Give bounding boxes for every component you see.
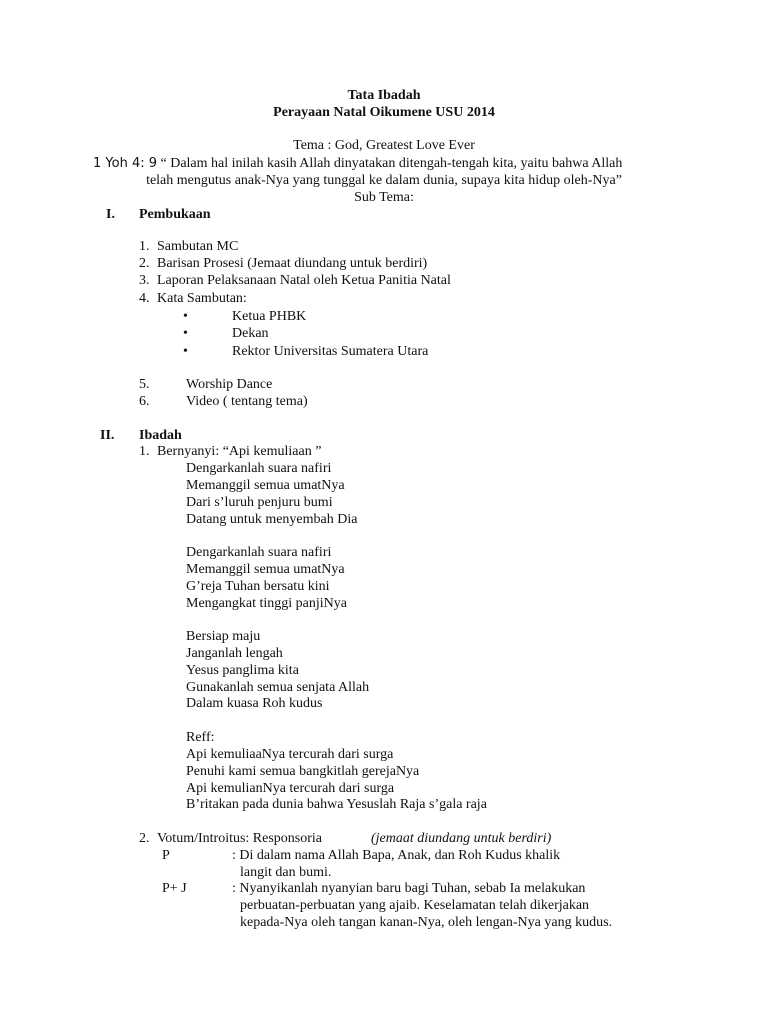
verse-line-1 [93,155,622,172]
lyric-line: Memanggil semua umatNya [186,478,345,493]
lyric-line: Dalam kuasa Roh kudus [186,696,323,711]
lyric-line: Api kemuliaaNya tercurah dari surga [186,747,394,762]
lyric-line: B’ritakan pada dunia bahwa Yesuslah Raja s’gala raja [186,797,487,812]
document-subtitle: Perayaan Natal Oikumene USU 2014 [273,105,495,120]
response-line: langit dan bumi. [240,865,332,880]
lyric-line: Bersiap maju [186,629,261,644]
lyric-line: G’reja Tuhan bersatu kini [186,579,330,594]
reff-label: Reff: [186,730,215,745]
verse-text-1: “ Dalam hal inilah kasih Allah dinyatakan ditengah-tengah kita, yaitu bahwa Allah [160,156,623,171]
bullet-icon: • [183,326,188,341]
list-item: Laporan Pelaksanaan Natal oleh Ketua Panitia Natal [157,273,451,288]
bullet-item: Dekan [232,326,269,341]
song-title: Bernyanyi: “Api kemuliaan ” [157,444,322,459]
list-item: Sambutan MC [157,239,239,254]
list-item-number: 1. [139,239,150,254]
section-2-heading: Ibadah [139,428,182,443]
document-title: Tata Ibadah [347,88,421,103]
verse-line-2: telah mengutus anak-Nya yang tunggal ke dalam dunia, supaya kita hidup oleh-Nya” [146,173,622,188]
lyric-line: Yesus panglima kita [186,663,299,678]
votum-note: (jemaat diundang untuk berdiri) [371,831,552,846]
list-item: Kata Sambutan: [157,291,247,306]
response-line: kepada-Nya oleh tangan kanan-Nya, oleh lengan-Nya yang kudus. [240,915,613,930]
bullet-item: Rektor Universitas Sumatera Utara [232,344,429,359]
speaker-label: P [162,848,170,863]
theme-line: Tema : God, Greatest Love Ever [293,138,475,153]
section-1-numeral: I. [106,207,115,222]
list-item-number: 2. [139,831,150,846]
bullet-icon: • [183,344,188,359]
list-item: Video ( tentang tema) [186,394,308,409]
votum-title: Votum/Introitus: Responsoria [157,831,323,846]
list-item-number: 2. [139,256,150,271]
list-item-number: 3. [139,273,150,288]
bullet-icon: • [183,309,188,324]
verse-reference: 1 Yoh 4: 9 [93,156,157,171]
lyric-line: Gunakanlah semua senjata Allah [186,680,370,695]
list-item: Worship Dance [186,377,273,392]
section-1-heading: Pembukaan [139,207,211,222]
section-2-numeral: II. [100,428,115,443]
lyric-line: Mengangkat tinggi panjiNya [186,596,347,611]
list-item-number: 4. [139,291,150,306]
lyric-line: Dengarkanlah suara nafiri [186,461,332,476]
list-item: Barisan Prosesi (Jemaat diundang untuk berdiri) [157,256,428,271]
list-item-number: 6. [139,394,150,409]
lyric-line: Datang untuk menyembah Dia [186,512,358,527]
response-line: : Nyanyikanlah nyanyian baru bagi Tuhan, sebab Ia melakukan [232,881,586,896]
list-item-number: 5. [139,377,150,392]
list-item-number: 1. [139,444,150,459]
lyric-line: Dari s’luruh penjuru bumi [186,495,333,510]
sub-theme-label: Sub Tema: [354,190,414,205]
lyric-line: Memanggil semua umatNya [186,562,345,577]
lyric-line: Janganlah lengah [186,646,283,661]
speaker-label: P+ J [162,881,187,896]
response-line: : Di dalam nama Allah Bapa, Anak, dan Roh Kudus khalik [232,848,561,863]
lyric-line: Dengarkanlah suara nafiri [186,545,332,560]
lyric-line: Api kemulianNya tercurah dari surga [186,781,395,796]
bullet-item: Ketua PHBK [232,309,307,324]
response-line: perbuatan-perbuatan yang ajaib. Keselamatan telah dikerjakan [240,898,590,913]
lyric-line: Penuhi kami semua bangkitlah gerejaNya [186,764,420,779]
